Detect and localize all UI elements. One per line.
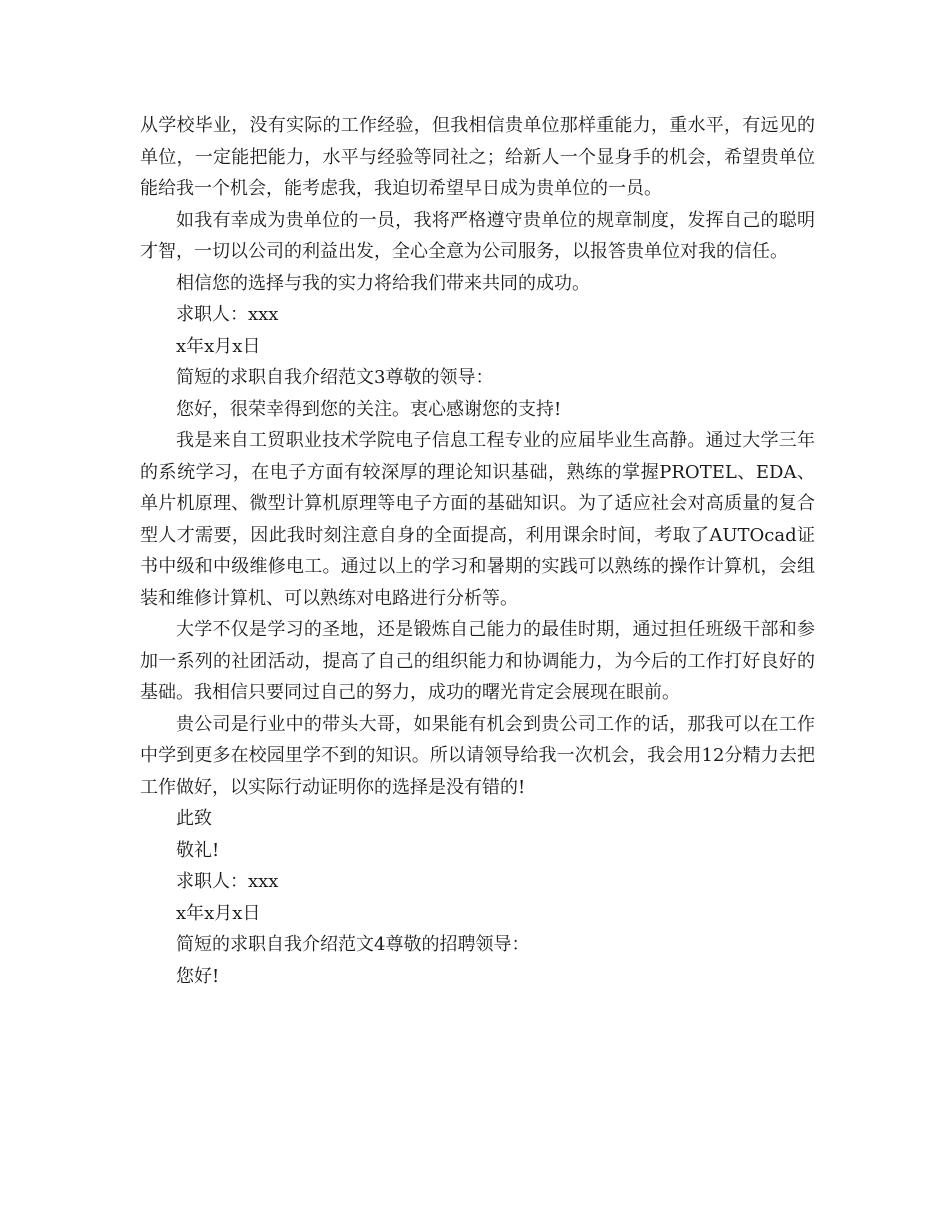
- paragraph-company-request: 贵公司是行业中的带头大哥，如果能有机会到贵公司工作的话，那我可以在工作中学到更多在校园里学不到的知识。所以请领导给我一次机会，我会用12分精力去把工作做好，以实际行动证明你的选择是没有错的!: [140, 713, 815, 798]
- section-heading-sample-3: 简短的求职自我介绍范文3尊敬的领导：: [176, 367, 494, 388]
- paragraph-commitment: 如我有幸成为贵单位的一员，我将严格遵守贵单位的规章制度，发挥自己的聪明才智，一切以公司的利益出发，全心全意为公司服务，以报答贵单位对我的信任。: [140, 209, 815, 262]
- greeting-paragraph: 您好，很荣幸得到您的关注。衷心感谢您的支持!: [176, 398, 562, 420]
- signature-applicant: 求职人：xxx: [176, 304, 279, 325]
- paragraph-graduate-intro: 从学校毕业，没有实际的工作经验，但我相信贵单位那样重能力，重水平，有远见的单位，一定能把能力，水平与经验等同社之；给新人一个显身手的机会，希望贵单位能给我一个机会，能考虑我，我迫切希望早日成为贵单位的一员。: [140, 115, 815, 199]
- document-body: [140, 110, 815, 992]
- signature-applicant-2: 求职人：xxx: [176, 871, 279, 892]
- paragraph-education: 我是来自工贸职业技术学院电子信息工程专业的应届毕业生高静。通过大学三年的系统学习，在电子方面有较深厚的理论知识基础，熟练的掌握PROTEL、EDA、单片机原理、微型计算机原理等电子方面的基础知识。为了适应社会对高质量的复合型人才需要，因此我时刻注意自身的全面提高，利用课余时间，考取了AUTOcad证书中级和中级维修电工。通过以上的学习和暑期的实践可以熟练的操作计算机，会组装和维修计算机、可以熟练对电路进行分析等。: [140, 430, 815, 609]
- section-heading-sample-4: 简短的求职自我介绍范文4尊敬的招聘领导：: [176, 934, 530, 955]
- closing-regards: 敬礼!: [176, 839, 220, 861]
- paragraph-university-activities: 大学不仅是学习的圣地，还是锻炼自己能力的最佳时期，通过担任班级干部和参加一系列的社团活动，提高了自己的组织能力和协调能力，为今后的工作打好良好的基础。我相信只要同过自己的努力，成功的曙光肯定会展现在眼前。: [140, 619, 815, 703]
- paragraph-closing-line: 相信您的选择与我的实力将给我们带来共同的成功。: [176, 272, 590, 294]
- signature-date-2: x年x月x日: [176, 902, 261, 924]
- greeting-paragraph-2: 您好!: [176, 965, 220, 987]
- closing-salutation: 此致: [176, 808, 212, 829]
- signature-date: x年x月x日: [176, 335, 261, 357]
